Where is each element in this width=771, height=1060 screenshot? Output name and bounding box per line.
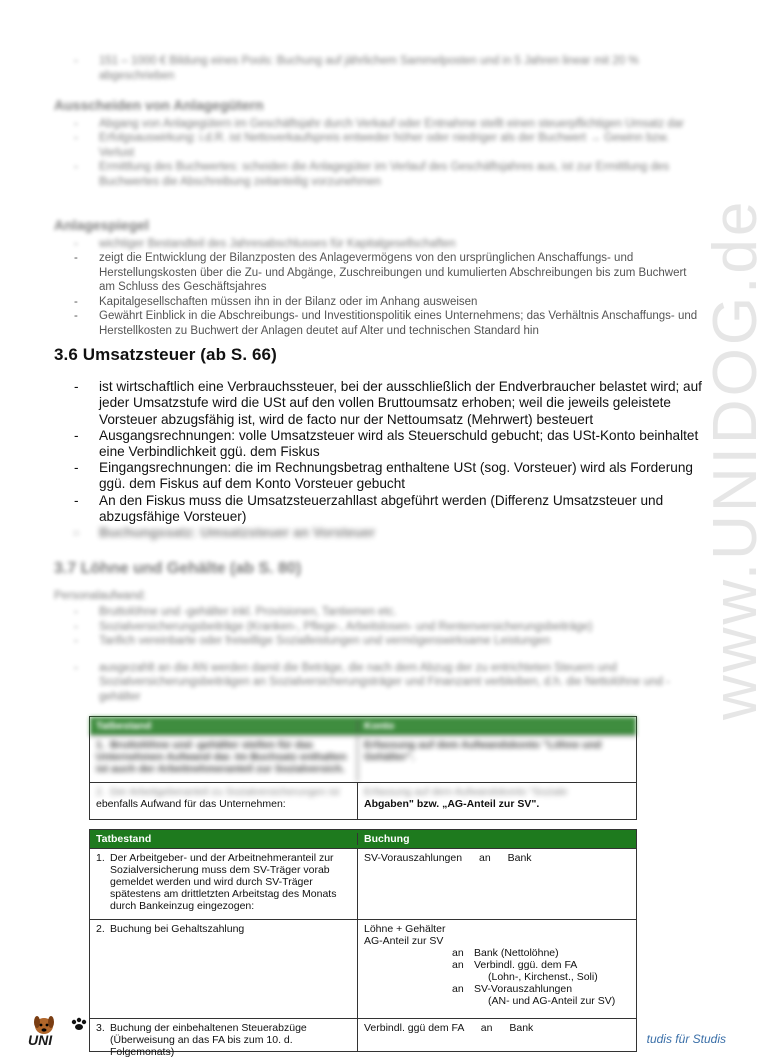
- cell-text: Erfassung auf dem Aufwandskonto "Soziale: [364, 786, 568, 798]
- debit-account: SV-Vorauszahlungen: [364, 852, 463, 864]
- credit-account: SV-Vorauszahlungen: [474, 983, 573, 995]
- section-umsatzsteuer: [54, 347, 704, 541]
- debit-account: Löhne + Gehälter: [364, 923, 446, 935]
- table-header: [90, 717, 636, 735]
- row-number: 1.: [96, 739, 105, 751]
- column-header: Buchung: [364, 833, 410, 845]
- column-header: Tatbestand: [90, 833, 358, 845]
- top-fragment: [54, 54, 704, 83]
- section-ausscheiden: [54, 98, 704, 189]
- table-cell: Erfassung auf dem Aufwandskonto "Löhne und Gehälter".: [364, 739, 602, 763]
- list-item: - Erfolgsauswirkung: i.d.R. ist Nettoverkaufspreis entweder höher oder niedriger als der Buchwert → Gewinn bzw. Verlust: [54, 131, 704, 160]
- list-item: - Gewährt Einblick in die Abschreibungs- und Investitionspolitik eines Unternehmens; das Verhältnis Anschaffungs- und Herstellkosten zu Buchwert der Anlagen deutet auf Alter und technischen Standard hin: [54, 309, 704, 338]
- list-item: - wichtiger Bestandteil des Jahresabschlusses für Kapitalgesellschaften: [54, 237, 704, 252]
- list-item: - An den Fiskus muss die Umsatzsteuerzahllast abgeführt werden (Differenz Umsatzsteuer und abzugsfähige Vorsteuer): [54, 493, 704, 525]
- cell-text: Buchung der einbehaltenen Steuerabzüge (Überweisung an das FA bis zum 10. d. Folgemonats): [110, 1022, 307, 1058]
- list-item: - Tarifich vereinbarte oder freiwillige Sozialleistungen und vermögenswirksame Leistungen: [54, 634, 704, 649]
- table-cell: [90, 920, 358, 1018]
- list-item: - Ausgangsrechnungen: volle Umsatzsteuer wird als Steuerschuld gebucht; das USt-Konto beinhaltet eine Verbindlichkeit ggü. dem Fiskus: [54, 428, 704, 460]
- row-number: 2.: [96, 786, 105, 798]
- cell-text: Der Arbeitgeberanteil zu Sozialversicherungen ist: [110, 786, 340, 798]
- cell-text: Bruttolöhne und -gehälter stellen für das Unternehmen Aufwand dar. Im Buchsatz enthalten ist auch der Arbeitnehmeranteil zur Sozialversich.: [96, 739, 347, 775]
- credit-note: (AN- und AG-Anteil zur SV): [488, 995, 616, 1007]
- list-item: - Ermittlung des Buchwertes: scheiden die Anlagegüter im Verlauf des Geschäftsjahres aus, ist zur Ermittlung des Buchwertes die Abschreibung zeitanteilig vorzunehmen: [54, 160, 704, 189]
- debit-account: AG-Anteil zur SV: [364, 935, 444, 947]
- an-label: an: [480, 1022, 493, 1034]
- logo-text: UNI: [28, 1032, 53, 1048]
- watermark: www.UNIDOG.de: [701, 198, 770, 720]
- section-title: Anlagespiegel: [54, 217, 149, 233]
- credit-account: Verbindl. ggü. dem FA: [474, 959, 578, 971]
- list-item: - Eingangsrechnungen: die im Rechnungsbetrag enthaltene USt (sog. Vorsteuer) wird als Forderung ggü. dem Fiskus auf dem Konto Vorsteuer gebucht: [54, 460, 704, 492]
- list-item: - Sozialversicherungsbeiträge (Kranken-, Pflege-, Arbeitslosen- und Rentenversicherungsbeiträge): [54, 620, 704, 635]
- section-heading: 3.7 Löhne und Gehälte (ab S. 80): [54, 560, 302, 577]
- section-heading: 3.6 Umsatzsteuer (ab S. 66): [54, 345, 277, 364]
- an-label: an: [479, 852, 491, 864]
- list-item: - Abgang von Anlagegütern im Geschäftsjahr durch Verkauf oder Entnahme stellt einen steuerpflichtigen Umsatz dar: [54, 117, 704, 132]
- row-number: 2.: [96, 923, 105, 935]
- list-item: - Buchungssatz: Umsatzsteuer an Vorsteuer: [54, 525, 704, 541]
- table-cell: [90, 783, 358, 819]
- column-header: Tatbestand: [90, 720, 358, 732]
- list-item: - zeigt die Entwicklung der Bilanzposten des Anlagevermögens von den ursprünglichen Anschaffungs- und Herstellungskosten über die Zu- und Abgänge, Zuschreibungen und kumulierten Abschreibungen bis zum Buchwert am Schluss des Geschäftsjahres: [54, 251, 704, 295]
- table-cell: [90, 849, 358, 919]
- table-row: [90, 735, 636, 782]
- list-item: - 151 – 1000 € Bildung eines Pools: Buchung auf jährlichem Sammelposten und in 5 Jahren linear mit 20 % abgeschrieben: [54, 54, 704, 83]
- cell-text: Buchung bei Gehaltszahlung: [110, 923, 245, 935]
- row-number: 1.: [96, 852, 105, 864]
- row-number: 3.: [96, 1022, 105, 1034]
- table-cell: [358, 849, 636, 919]
- cell-text: ebenfalls Aufwand für das Unternehmen:: [96, 798, 286, 810]
- section-loehne: [54, 562, 704, 704]
- cell-text: " bzw. „AG-Anteil zur SV".: [408, 798, 540, 810]
- table-cell: [358, 920, 636, 1018]
- list-item: - ausgezahlt an die AN werden damit die Beträge, die nach dem Abzug der zu entrichteten Steuern und Sozialversicherungsbeiträgen an Sozialversicherungsträger und Finanzamt verbleiben, d.h. die Nettolöhne und -gehälter: [54, 661, 704, 705]
- table-row: [90, 782, 636, 819]
- intro-text: Personalaufwand:: [54, 589, 147, 602]
- list-item: - Kapitalgesellschaften müssen ihn in der Bilanz oder im Anhang ausweisen: [54, 295, 704, 310]
- column-header: Konto: [364, 720, 395, 732]
- table-row: [90, 1018, 636, 1058]
- footer-tagline: tudis für Studis: [646, 1032, 726, 1046]
- booking-table-2: [89, 829, 637, 1058]
- credit-account: Bank (Nettolöhne): [474, 947, 559, 959]
- debit-account: Verbindl. ggü dem FA: [364, 1022, 464, 1034]
- table-cell: [90, 736, 358, 782]
- unidog-logo: [28, 1012, 90, 1048]
- credit-note: (Lohn-, Kirchenst., Soli): [488, 971, 598, 983]
- section-anlagespiegel: [54, 218, 704, 338]
- table-header: [90, 830, 636, 848]
- list-item: - Bruttolöhne und -gehälter inkl. Provisionen, Tantiemen etc.: [54, 605, 704, 620]
- credit-account: Bank: [507, 852, 532, 864]
- table-row: [90, 848, 636, 919]
- table-cell: [358, 1019, 636, 1051]
- an-label: an: [452, 947, 464, 959]
- table-cell: [358, 783, 636, 819]
- cell-text: Abgaben: [364, 798, 409, 810]
- an-label: an: [452, 983, 464, 995]
- an-label: an: [452, 959, 464, 971]
- table-row: [90, 919, 636, 1018]
- table-cell: [90, 1019, 358, 1058]
- credit-account: Bank: [509, 1022, 534, 1034]
- cell-text: Der Arbeitgeber- und der Arbeitnehmeranteil zur Sozialversicherung muss dem SV-Träger vorab gemeldet werden und wird durch SV-Träger spätestens am drittletzten Arbeitstag des Monats durch Bankeinzug eingezogen:: [110, 852, 337, 912]
- booking-table-1: [89, 716, 637, 820]
- section-title: Ausscheiden von Anlagegütern: [54, 97, 264, 113]
- list-item: - ist wirtschaftlich eine Verbrauchssteuer, bei der ausschließlich der Endverbraucher belastet wird; auf jeder Umsatzstufe wird die USt auf den vollen Bruttoumsatz erhoben; weil die jeweils geleistete Vorsteuer abzugsfähig ist, wird de facto nur der Nettoumsatz (Mehrwert) besteuert: [54, 379, 704, 428]
